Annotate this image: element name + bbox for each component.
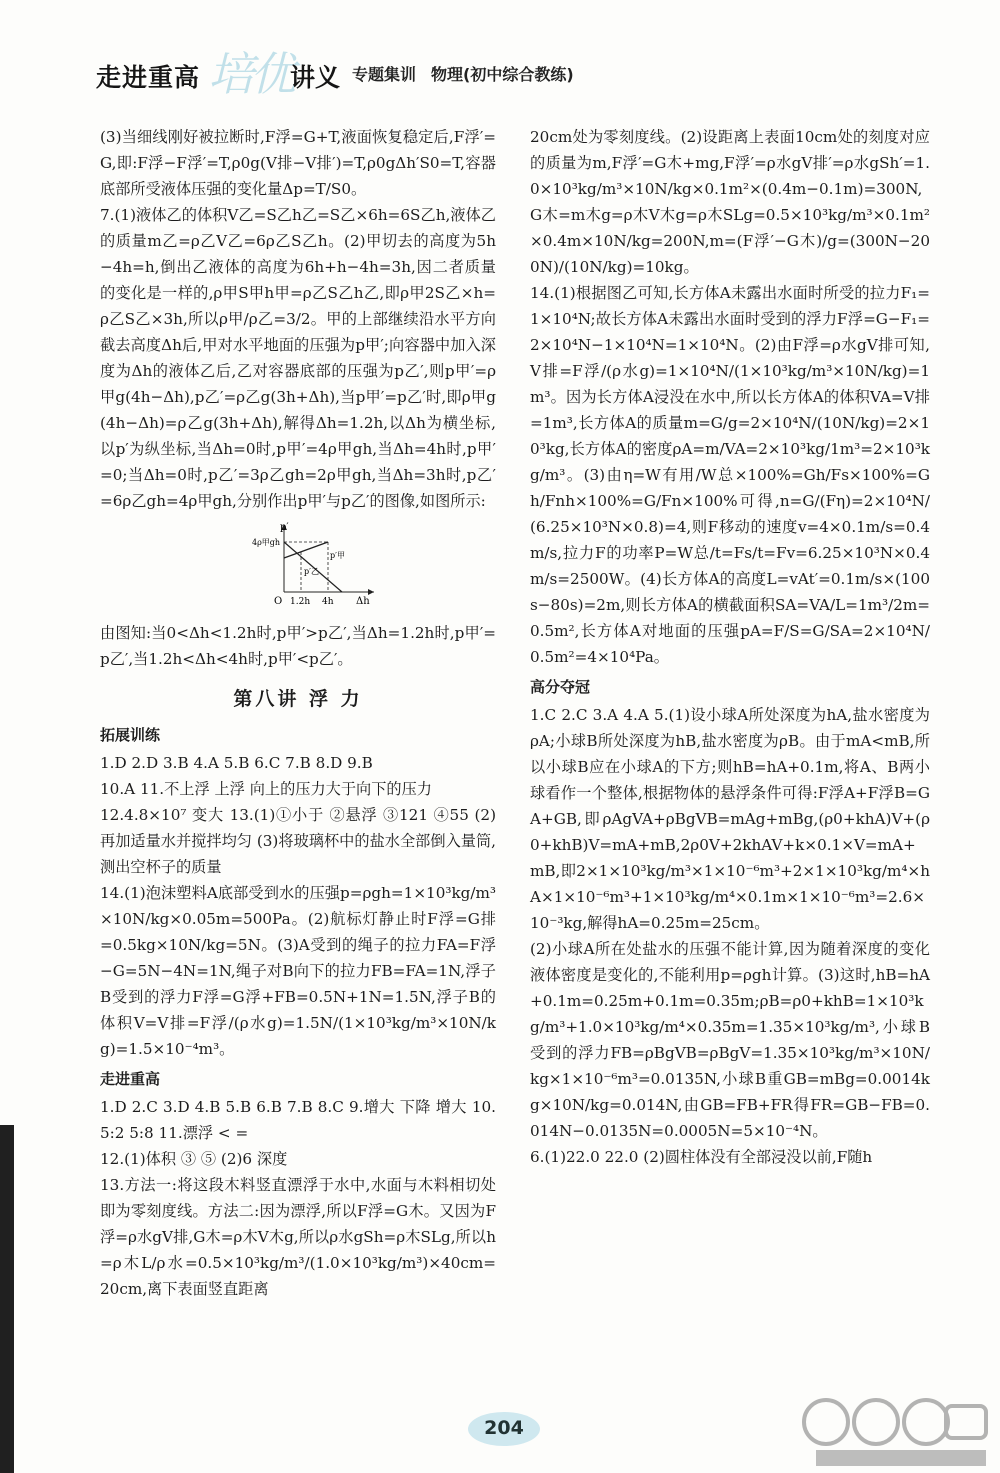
watermark-box xyxy=(946,1406,986,1438)
section-heading: 走进重高 xyxy=(100,1070,161,1088)
answer-paragraph: 6.(1)22.0 22.0 (2)圆柱体没有全部浸没以前,F随h xyxy=(530,1148,873,1166)
line-p-yi xyxy=(284,542,328,558)
answer-paragraph: (2)小球A所在处盐水的压强不能计算,因为随着深度的变化液体密度是变化的,不能利用p=ρgh计算。(3)这时,hB=hA+0.1m=0.25m+0.1m=0.35m;ρB=ρ0+khB=1×10³kg/m³+1.0×10³kg/m⁴×0.35m=1.35×10³kg/m³,小球B受到的浮力FB=ρBgVB=ρBgV=1.35×10³kg/m³×10N/kg×1×10⁻⁶m³=0.0135N,小球B重GB=mBg=0.0014kg×10N/kg=0.014N,由GB=FB+FR得FR=GB−FB=0.014N−0.0135N=0.0005N=5×10⁻⁴N。 xyxy=(530,940,930,1140)
y-tick-label: 4ρ甲gh xyxy=(252,538,281,547)
answer-paragraph: 13.方法一:将这段木料竖直漂浮于水中,水面与木料相切处即为零刻度线。方法二:因为漂浮,所以F浮=G木。又因为F浮=ρ水gV排,G木=ρ木V木g,所以ρ水gSh=ρ木SLg,所以h=ρ木L/ρ水=0.5×10³kg/m³/(1.0×10³kg/m³)×40cm=20cm,离下表面竖直距离 xyxy=(100,1176,496,1298)
subject-label: 物理(初中综合教练) xyxy=(431,65,574,84)
y-axis-label: p′ xyxy=(280,522,289,533)
page-header xyxy=(96,46,956,106)
right-column xyxy=(530,124,930,1170)
answer-line: 10.A 11.不上浮 上浮 向上的压力大于向下的压力 xyxy=(100,780,432,798)
brand-lecture: 讲义 xyxy=(290,63,341,92)
pressure-graph xyxy=(250,520,380,610)
x-tick-label: 4h xyxy=(322,597,334,607)
answer-paragraph: 由图知:当0<Δh<1.2h时,p甲′>p乙′,当Δh=1.2h时,p甲′=p乙′,当1.2h<Δh<4h时,p甲′<p乙′。 xyxy=(100,624,496,668)
x-axis-label: Δh xyxy=(356,596,370,607)
answer-paragraph: 1.C 2.C 3.A 4.A 5.(1)设小球A所处深度为hA,盐水密度为ρA;小球B所处深度为hB,盐水密度为ρB。由于mA<mB,所以小球B应在小球A的下方;则hB=hA+0.1m,将A、B两小球看作一个整体,根据物体的悬浮条件可得:F浮A+F浮B=GA+GB,即ρAgVA+ρBgVB=mAg+mBg,(ρ0+khA)V+(ρ0+khB)V=mA+mB,2ρ0V+2khAV+k×0.1×V=mA+mB,即2×1×10³kg/m³×1×10⁻⁶m³+2×1×10³kg/m⁴×hA×1×10⁻⁶m³+1×10³kg/m⁴×0.1m×1×10⁻⁶m³=2.6×10⁻³kg,解得hA=0.25m=25cm。 xyxy=(530,706,930,932)
watermark-logo xyxy=(796,1392,996,1470)
left-column xyxy=(100,124,496,1302)
answer-line: 12.(1)体积 ③ ⑤ (2)6 深度 xyxy=(100,1150,288,1168)
brand-title: 走进重高 xyxy=(96,63,201,92)
answer-line: 1.D 2.D 3.B 4.A 5.B 6.C 7.B 8.D 9.B xyxy=(100,754,373,772)
watermark-ring xyxy=(854,1400,898,1444)
x-axis-arrow xyxy=(368,589,374,595)
series-label-a: p′甲 xyxy=(330,551,345,560)
page-number-badge xyxy=(460,1410,550,1450)
section-heading: 拓展训练 xyxy=(100,726,161,744)
answer-paragraph: (3)当细线刚好被拉断时,F浮=G+T,液面恢复稳定后,F浮′=G,即:F浮−F浮′=T,ρ0g(V排−V排′)=T,ρ0gΔh′S0=T,容器底部所受液体压强的变化量Δp=T/S0。 xyxy=(100,128,496,198)
answer-paragraph: 20cm处为零刻度线。(2)设距离上表面10cm处的刻度对应的质量为m,F浮′=G木+mg,F浮′=ρ水gV排′=ρ水gSh′=1.0×10³kg/m³×10N/kg×0.1m²×(0.4m−0.1m)=300N,G木=m木g=ρ木V木g=ρ木SLg=0.5×10³kg/m³×0.1m²×0.4m×10N/kg=200N,m=(F浮′−G木)/g=(300N−200N)/(10N/kg)=10kg。 xyxy=(530,128,930,276)
answer-paragraph: 7.(1)液体乙的体积V乙=S乙h乙=S乙×6h=6S乙h,液体乙的质量m乙=ρ乙V乙=6ρ乙S乙h。(2)甲切去的高度为5h−4h=h,倒出乙液体的高度为6h+h−4h=3h,因二者质量的变化是一样的,ρ甲S甲h甲=ρ乙S乙h乙,即ρ甲2S乙×h=ρ乙S乙×3h,所以ρ甲/ρ乙=3/2。甲的上部继续沿水平方向截去高度Δh后,甲对水平地面的压强为p甲′;向容器中加入深度为Δh的液体乙后,乙对容器底部的压强为p乙′,则p甲′=ρ甲g(4h−Δh),p乙′=ρ乙g(3h+Δh),当p甲′=p乙′时,即ρ甲g(4h−Δh)=ρ乙g(3h+Δh),解得Δh=1.2h,以Δh为横坐标,以p′为纵坐标,当Δh=0时,p甲′=4ρ甲gh,当Δh=4h时,p甲′=0;当Δh=0时,p乙′=3ρ乙gh=2ρ甲gh,当Δh=3h时,p乙′=6ρ乙gh=4ρ甲gh,分别作出p甲′与p乙′的图像,如图所示: xyxy=(100,206,496,510)
lecture-heading: 第八讲 浮 力 xyxy=(233,688,363,710)
answer-paragraph: 14.(1)泡沫塑料A底部受到水的压强p=ρgh=1×10³kg/m³×10N/kg×0.05m=500Pa。(2)航标灯静止时F浮=G排=0.5kg×10N/kg=5N。(3)A受到的绳子的拉力FA=F浮−G=5N−4N=1N,绳子对B向下的拉力FB=FA=1N,浮子B受到的浮力F浮=G浮+FB=0.5N+1N=1.5N,浮子B的体积V=V排=F浮/(ρ水g)=1.5N/(1×10³kg/m³×10N/kg)=1.5×10⁻⁴m³。 xyxy=(100,884,496,1058)
origin-label: O xyxy=(274,596,283,607)
answer-line: 12.4.8×10⁷ 变大 13.(1)①小于 ②悬浮 ③121 ④55 (2)再加适量水并搅拌均匀 (3)将玻璃杯中的盐水全部倒入量筒,测出空杯子的质量 xyxy=(100,806,496,876)
page-number: 204 xyxy=(484,1417,524,1439)
answer-line: 1.D 2.C 3.D 4.B 5.B 6.B 7.B 8.C 9.增大 下降 增大 10.5:2 5:8 11.漂浮 < = xyxy=(100,1098,496,1142)
brand-script-logo: 培优 xyxy=(208,47,292,101)
watermark-ring xyxy=(904,1400,948,1444)
watermark-url-band xyxy=(816,1450,986,1466)
section-heading: 高分夺冠 xyxy=(530,678,591,696)
answer-paragraph: 14.(1)根据图乙可知,长方体A未露出水面时所受的拉力F₁=1×10⁴N;故长方体A未露出水面时受到的浮力F浮=G−F₁=2×10⁴N−1×10⁴N=1×10⁴N。(2)由F浮=ρ水gV排可知,V排=F浮/(ρ水g)=1×10⁴N/(1×10³kg/m³×10N/kg)=1m³。因为长方体A浸没在水中,所以长方体A的体积VA=V排=1m³,长方体A的质量m=G/g=2×10⁴N/(10N/kg)=2×10³kg,长方体A的密度ρA=m/VA=2×10³kg/1m³=2×10³kg/m³。(3)由η=W有用/W总×100%=Gh/Fs×100%=Gh/Fnh×100%=G/Fn×100%可得,n=G/(Fη)=2×10⁴N/(6.25×10³N×0.8)=4,则F移动的速度v=4×0.1m/s=0.4m/s,拉力F的功率P=W总/t=Fs/t=Fv=6.25×10³N×0.4m/s=2500W。(4)长方体A的高度L=vAt′=0.1m/s×(100s−80s)=2m,则长方体A的横截面积SA=VA/L=1m³/2m=0.5m²,长方体A对地面的压强pA=F/S=G/SA=2×10⁴N/0.5m²=4×10⁴Pa。 xyxy=(530,284,930,666)
series-label: 专题集训 xyxy=(352,65,417,84)
series-label-b: p′乙 xyxy=(304,567,319,576)
x-tick-label: 1.2h xyxy=(290,597,311,607)
watermark-ring xyxy=(804,1400,848,1444)
